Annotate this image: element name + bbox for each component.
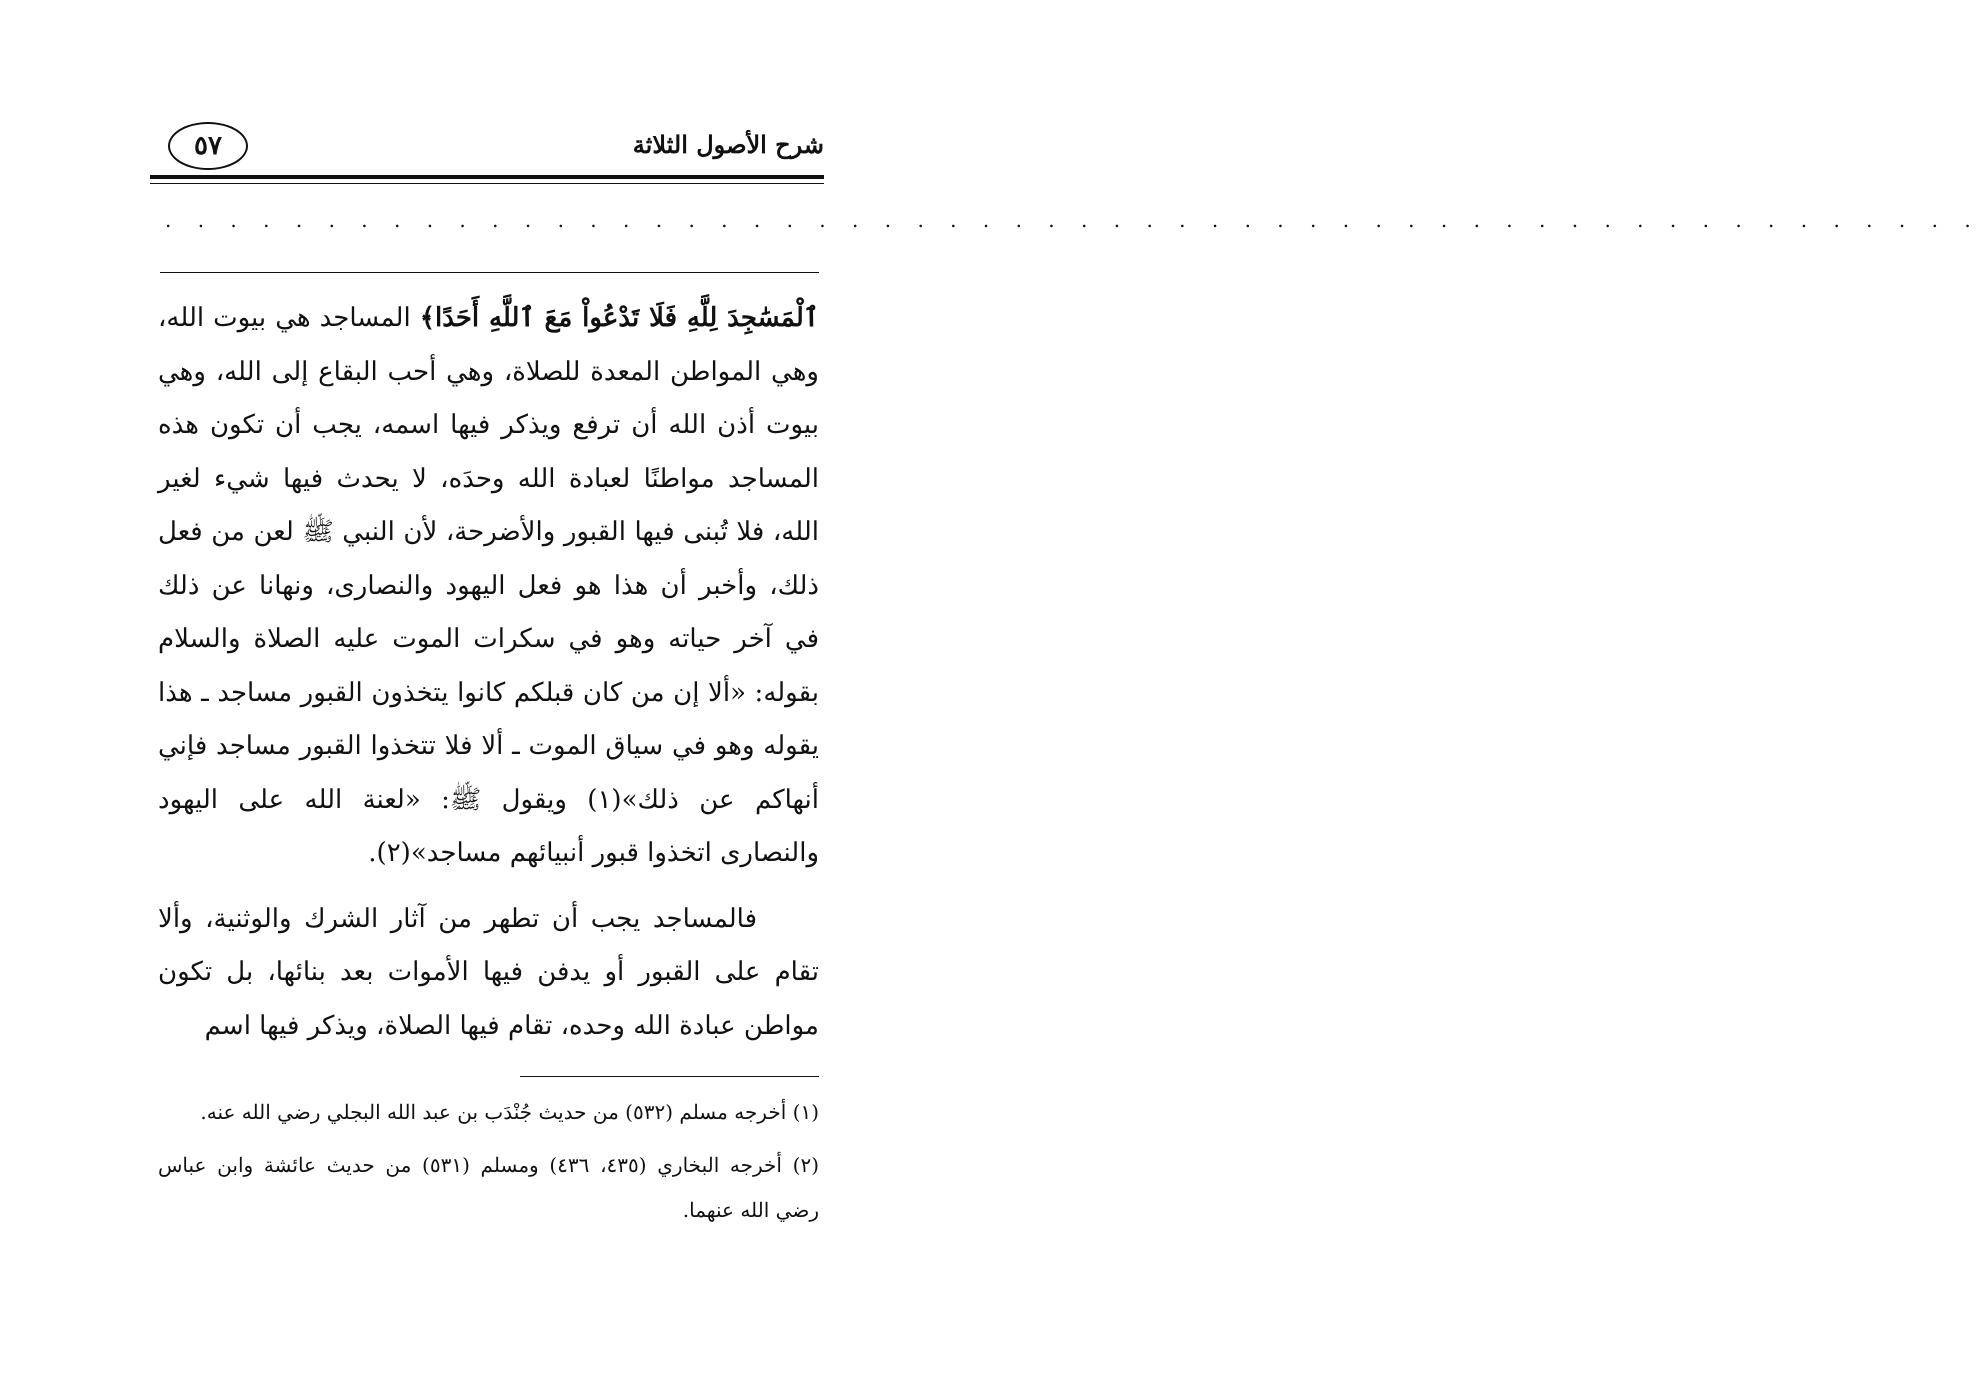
header-rule-thin [150,183,824,184]
page-number: ٥٧ [168,122,248,170]
footnote-rule [520,1076,819,1077]
header-rule [150,175,824,179]
paragraph-1-text: المساجد هي بيوت الله، وهي المواطن المعدة للصلاة، وهي أحب البقاع إلى الله، وهي بيوت أذن الله أن ترفع ويذكر فيها اسمه، يجب أن تكون هذه المساجد مواطنًا لعبادة الله وحدَه، لا يحدث فيها شيء لغير الله، فلا تُبنى فيها القبور والأضرحة، لأن النبي ﷺ لعن من فعل ذلك، وأخبر أن هذا هو فعل اليهود والنصارى، ونهانا عن ذلك في آخر حياته وهو في سكرات الموت عليه الصلاة والسلام بقوله: «ألا إن من كان قبلكم كانوا يتخذون القبور مساجد ـ هذا يقوله وهو في سياق الموت ـ ألا فلا تتخذوا القبور مساجد فإني أنهاكم عن ذلك»(١) ويقول ﷺ: «لعنة الله على اليهود والنصارى اتخذوا قبور أنبيائهم مساجد»(٢). [158,303,819,868]
main-text [158,292,819,1053]
footnotes [158,1090,819,1241]
running-title: شرح الأصول الثلاثة [632,130,824,159]
paragraph-1 [158,292,819,881]
footnote-2: (٢) أخرجه البخاري (٤٣٥، ٤٣٦) ومسلم (٥٣١) من حديث عائشة وابن عباس رضي الله عنهما. [158,1153,820,1222]
paragraph-2: فالمساجد يجب أن تطهر من آثار الشرك والوثنية، وألا تقام على القبور أو يدفن فيها الأموات بعد بنائها، بل تكون مواطن عبادة الله وحده، تقام فيها الصلاة، ويذكر فيها اسم [158,903,819,1041]
page-header [150,120,824,180]
separator-dots: . . . . . . . . . . . . . . . . . . . . . . . . . . . . . . . . . . . . . . . . . . . . . . . . . . . . . . . . [165,208,1981,232]
quran-verse: ٱلْمَسَٰجِدَ لِلَّهِ فَلَا تَدْعُواْ مَعَ ٱللَّهِ أَحَدًا﴾ [419,303,819,333]
separator-rule [160,272,819,273]
footnote-1: (١) أخرجه مسلم (٥٣٢) من حديث جُنْدَب بن عبد الله البجلي رضي الله عنه. [200,1100,819,1124]
